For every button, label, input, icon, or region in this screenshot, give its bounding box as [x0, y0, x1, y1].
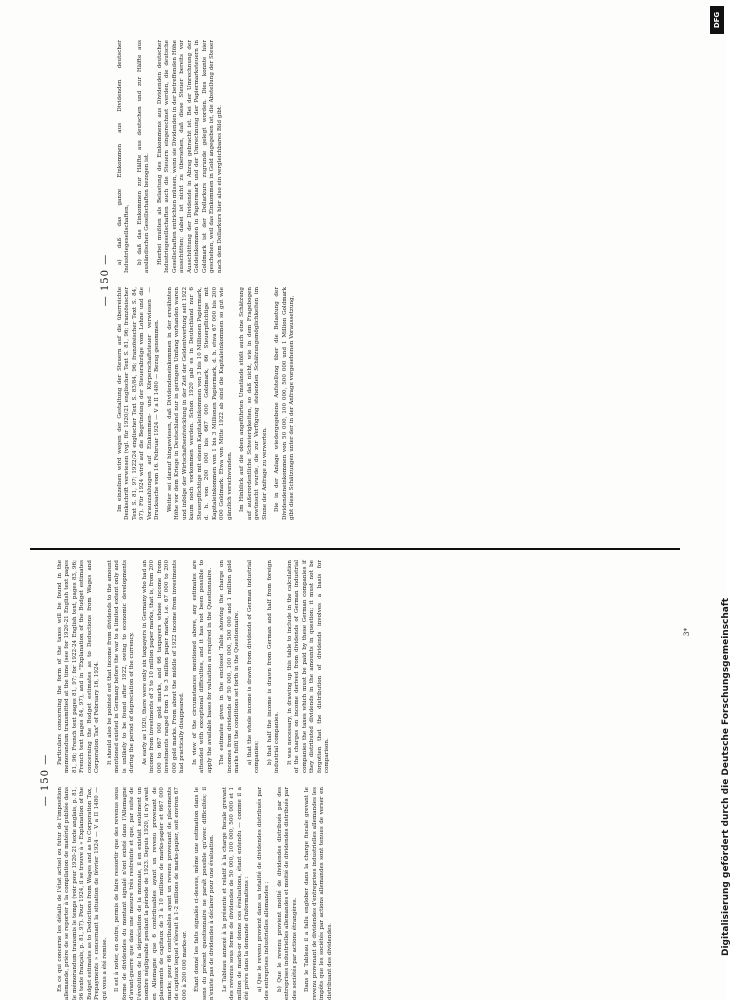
- paragraph: b) that half the income is drawn from German and half from foreign industrial companies.: [266, 560, 281, 773]
- paragraph: Die in der Anlage wiedergegebene Aufstellung über die Belastung der Dividendeneinkommen von 50 000, 100 000, 500 000 und 1 Million Goldmark gibt diese Schätzungen unter der in der Anfrage vorgesehenen Voraussetzung,: [274, 287, 296, 520]
- paragraph: It should also be pointed out that income from dividends to the amount mentioned existed in Germany before the war to a limited extent only and is unlikely to be found after 1922, owing to economic developments during the period of depreciation of the currency.: [106, 560, 136, 773]
- paragraph: Hierbei mußten als Belastung des Einkommens aus Dividenden deutscher Industriegesellschaften auch die Steuern eingerechnet werden, die deutsche Gesellschaften entrichten müssen, wenn sie Dividenden in der betreffenden Höhe ausschütten; dabei ist nicht zu übersehen, daß diese Steuer bereits vor Ausschüttung der Dividende in Abzug gebracht ist. Bei der Umrechnung der Goldeinkommen in Papiermark und der Umrechnung der Papiermarksteuern in Goldmark ist der Dollarkurs zugrunde gelegt worden. Dies konnte hier geschehen, weil das Einkommen in Gold angegeben ist, die Abstellung der Steuer nach dem Dollarkurs hier also ein vergleichbares Bild gibt.: [156, 39, 223, 273]
- paragraph: Il est à noter, en outre, permis de faire ressortir que des revenus sous forme de dividendes du montant signalé n'ont existé dans l'Allemagne d'avant-guerre que dans une mesure très restreinte et que, par suite de l'évolution de la dépréciation de la monnaie, il en existait seulement un nombre négligeable pendant la période de 1923. Depuis 1920, il n'y avait en Allemagne que 6 contribuables ayant un revenu provenant de placements de capitaux de 3 à 10 millions de marks-papier et 667 000 marks; pour 66 contribuables ayant un revenu provenant de placements de capitaux lequel s'élevait à 1-2 millions de marks-papier, soit environ 67 000 à 200 000 marks-or.: [114, 787, 188, 1000]
- paragraph: a) that the whole income is drawn from dividends of German industrial companies;: [246, 560, 261, 773]
- left-page: [40, 560, 680, 1000]
- paragraph: Le Tableau annexé à la présente et relatif à la charge fiscale grevant des revenus sous forme de dividendes de 50 000, 100 000, 500 000 et 1 million de marks-or donne ces évaluations, étant entendu — comme il a été prévu dans la demande d'informations :: [221, 787, 251, 1000]
- paragraph: Weiter sei darauf hingewiesen, daß Dividendeneinkommen in der erwähnten Höhe vor dem Kriege in Deutschland nur in geringem Umfang vorhanden waren und infolge der Wirtschaftsentwicklung in der Zeit der Geldentwertung seit 1922 kaum noch vorkommen werden. Schon 1920 gab es in Deutschland nur 6 Steuerpflichtige mit einem Kapitaleinkommen von 3 bis 10 Millionen Papiermark, d. h. von 200 000 bis 667 000 Goldmark, 66 Steuerpflichtige mit Kapitaleinkommen von 1 bis 3 Millionen Papiermark, d. h. etwa 67 000 bis 200 000 Goldmark. Etwa von Mitte 1922 ab sind die Kapitaleinkommen so gut wie gänzlich verschwunden.: [166, 287, 233, 520]
- right-page-number: — 150 —: [100, 253, 111, 307]
- paragraph: En ce qui concerne les détails de l'état actuel ou futur de l'imposition allemande, prière de se reporter à la compilation de matériel publiée dans le mémorandum transmis le temps (voir pour 1920-21 texte anglais, p. 81, 96 texte français, p. 81, 97). Pour 1924, il se trouve à « Explanation of the Budget estimates as to Deductions from Wages and as to Corporation Tax, Prepayments » concernant la situation de février 1924 — V a II 1480 — qui vous a été remise.: [57, 787, 108, 1000]
- paragraph: a) Que le revenu provient dans sa totalité de dividendes distribués par des entreprises industrielles allemandes ;: [256, 787, 271, 1000]
- dfg-credit: Digitalisierung gefördert durch die Deutsche Forschungsgemeinschaft: [721, 597, 731, 956]
- paragraph: b) Que le revenu provient moitié de dividendes distribués par des entreprises industrielles allemandes et moitié de dividendes distribués par des sociétés par actions étrangères.: [276, 787, 298, 1000]
- signature-mark: 3*: [682, 628, 691, 636]
- left-page-number: — 150 —: [40, 753, 51, 807]
- paragraph: Étant donné les faits signalés ci-dessus, même une estimation dans le sens du présent questionnaire ne paraît possible qu'avec difficultés; il n'existe pas de dividendes à déclarer pour une évaluation.: [194, 787, 216, 1000]
- page-divider: [30, 548, 680, 550]
- paragraph: a) daß das ganze Einkommen aus Dividenden deutscher Industriegesellschaften,: [117, 40, 131, 273]
- right-col-2: [117, 40, 302, 273]
- left-col-1: [57, 787, 339, 1000]
- paragraph: As early as 1920, there were only six taxpayers in Germany who had an income from investments of 3 to 10 million paper marks, that is, from 200 000 to 667 000 gold marks, and 66 taxpayers whose income from investments ranged from 1 to 3 million paper marks, i.e. 67 000 to 200 000 gold marks. From about the middle of 1922 income from investments had practically disappeared.: [141, 560, 186, 773]
- paragraph: Dans le Tableau il a fallu englober dans la charge fiscale grevant le revenu provenant de dividendes d'entreprises industrielles allemandes les impôts que les sociétés par actions allemandes sont tenues de verser en distribuant des dividendes.: [304, 787, 333, 1000]
- paragraph: Im einzelnen wird wegen der Gestaltung der Steuern auf die überreichte Denkschrift verwiesen (vgl. für 1920/21 englischer Text S. 81, 96; französischer Text S. 81, 97; 1922/24 englischer Text S. 83/84, 96; französischer Text S. 84, 97). Für 1924 wird auf die Begründung der Steuerabzüge vom Lohne und die Vorauszahlungen auf Einkommen- und Körperschaftsteuer verwiesen — Drucksache vom 16. Februar 1924 — V a II 1480 — Bezug genommen.: [117, 287, 161, 520]
- paragraph: In view of the circumstances mentioned above, any estimates are attended with exceptional difficulties, and it has not been possible to apply the available bases for valuation as required in the Questionnaire.: [191, 560, 213, 773]
- credit-strip: [709, 6, 731, 994]
- right-page: [100, 40, 690, 520]
- paragraph: b) daß das Einkommen zur Hälfte aus deutschen und zur Hälfte aus ausländischen Gesellschaften bezogen ist.: [136, 40, 151, 273]
- dfg-logo-text: DFG: [713, 11, 721, 29]
- paragraph: Im Hinblick auf die oben angeführten Umstände stößt auch eine Schätzung auf außerordentliche Schwierigkeiten, so daß nicht, wie in dem Fragebogen gewünscht wurde, die zur Verfügung stehenden Schätzungsmöglichkeiten im Sinne der Anfrage zu verwerten.: [239, 287, 268, 520]
- dfg-logo: [710, 6, 724, 34]
- paragraph: It was necessary, in drawing up this table to include in the calculation of the charges on income derived from dividends of German industrial companies the taxes which must be paid by these German companies if they distributed dividends in the amounts in question; it must not be forgotten that the distribution of dividends involves a basis for comparison.: [286, 560, 331, 773]
- right-col-1: [117, 287, 302, 520]
- paragraph: Particulars concerning the form of the taxes will be found in the memorandum transmitted at the time (see for 1920-21 English text pages 81, 96; French text pages 81, 97; for 1922-24 English text, pages 83, 96; French text pages 84, 97), and in "Explanation of the Budget estimates concerning the Budget estimates as to Deductions from Wages and Corporation Tax" of February 16, 1924.: [57, 560, 101, 773]
- paragraph: The estimates given in the enclosed Table showing the charge on incomes from dividends of 50 000, 100 000, 500 000 and 1 million gold marks fulfil the conditions set forth in the Questionnaire.: [219, 560, 241, 773]
- left-col-2: [57, 560, 339, 773]
